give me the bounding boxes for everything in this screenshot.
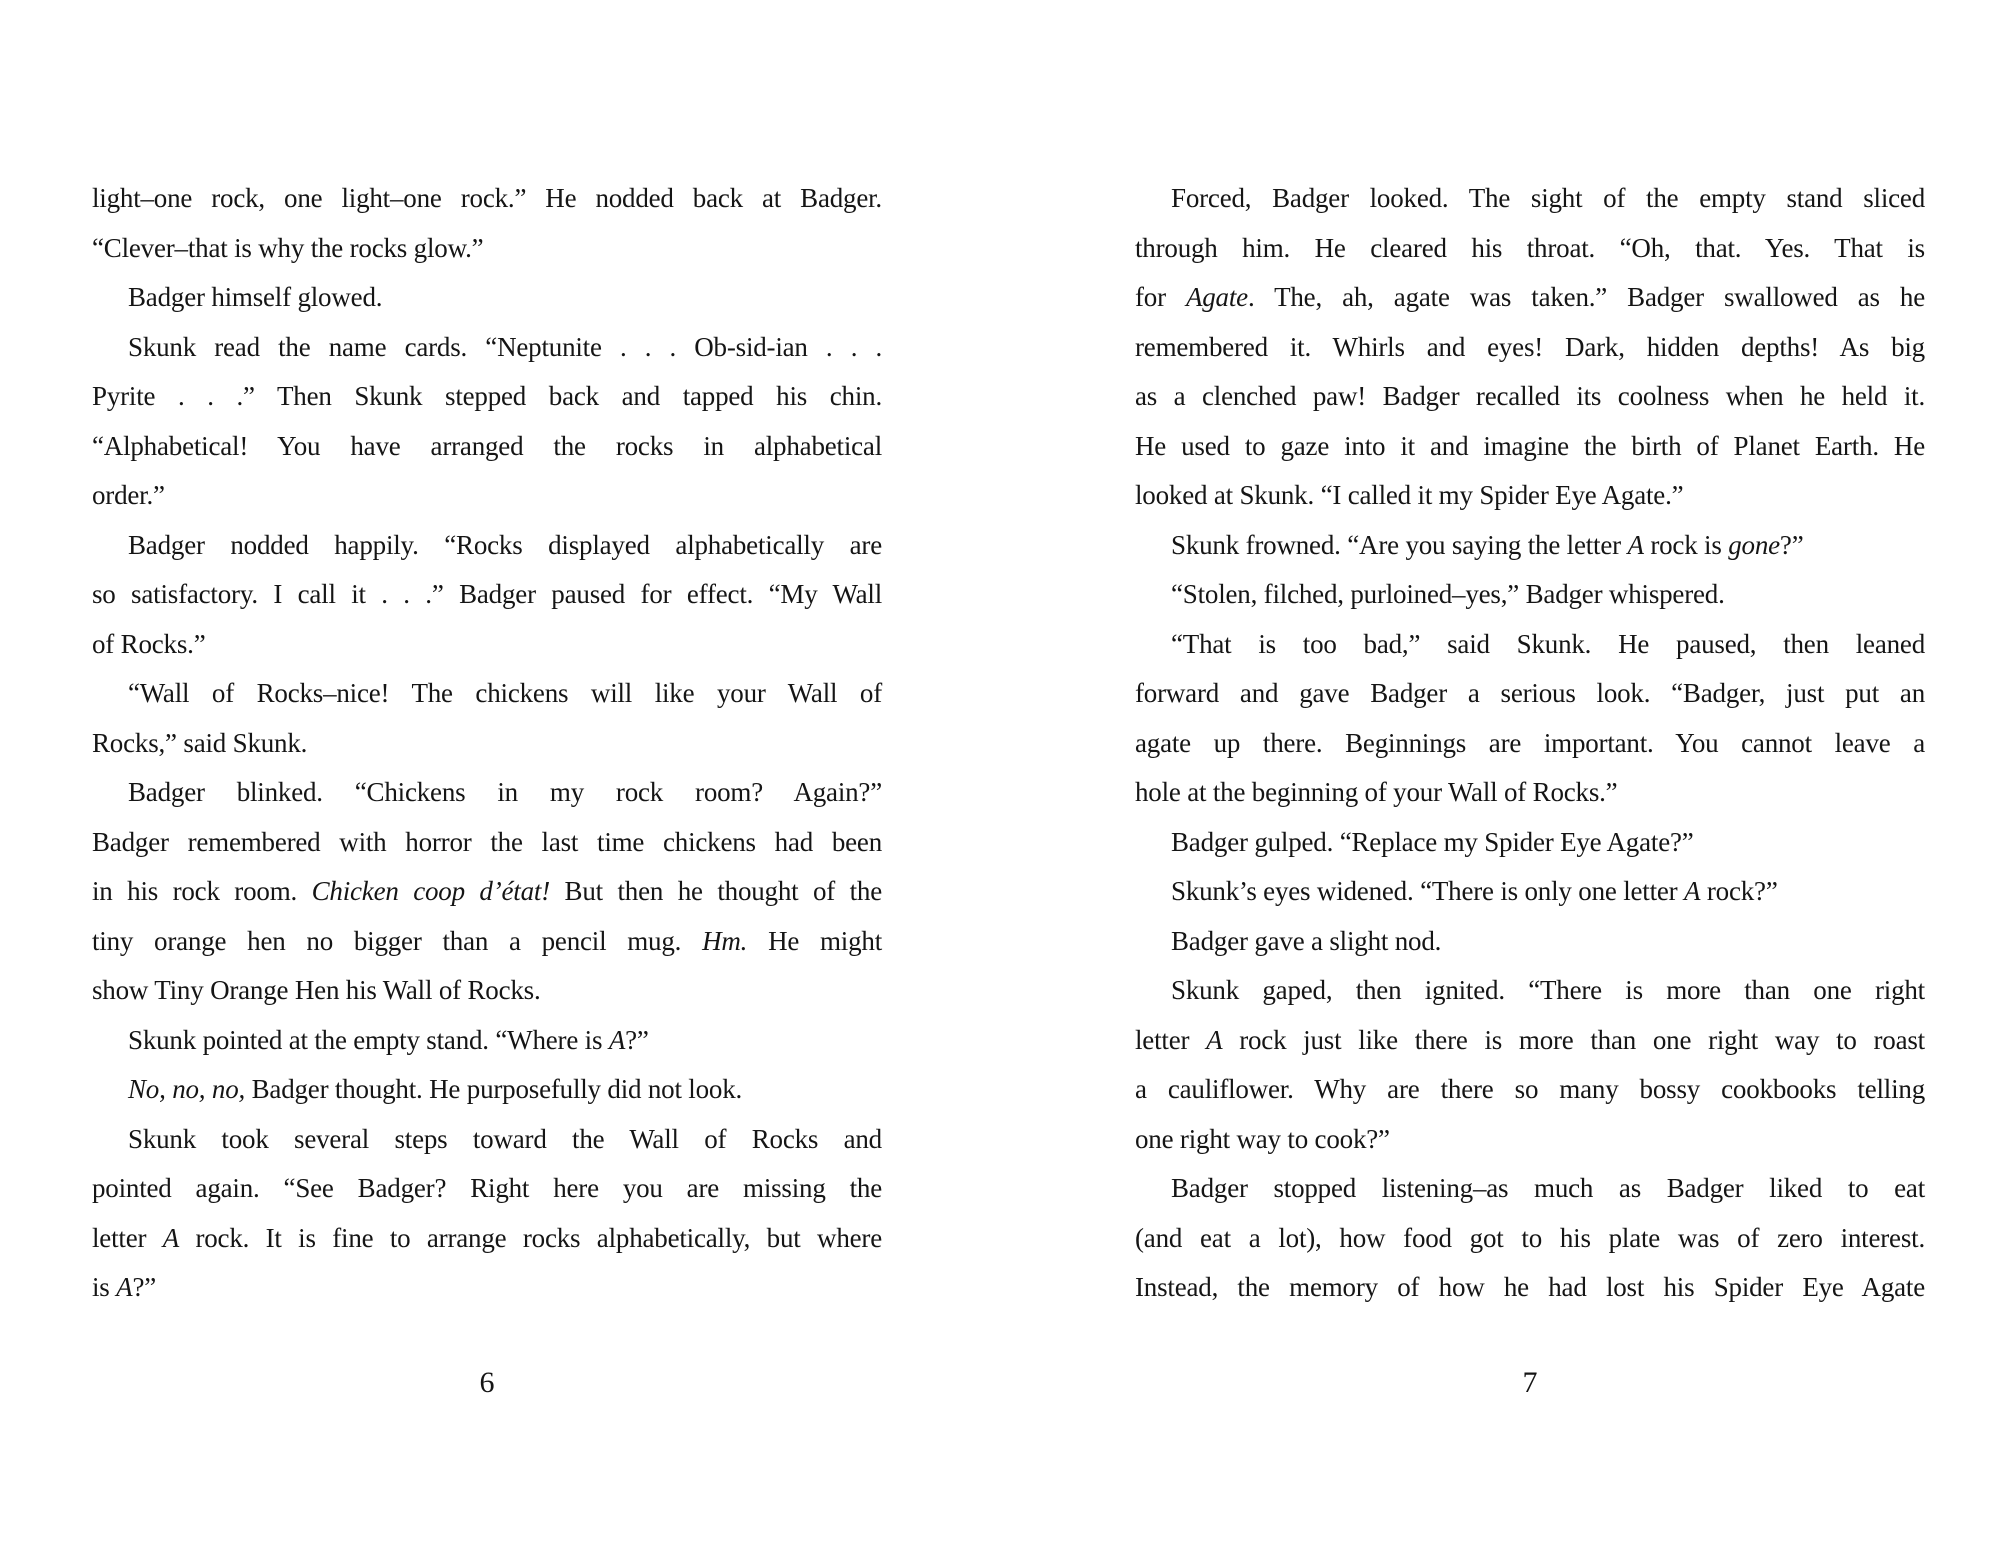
text-line: looked at Skunk. “I called it my Spider Eye Agate.” xyxy=(1135,480,1684,510)
text-line: in his rock room. Chicken coop d’état! But then he thought of the xyxy=(92,876,882,906)
text-line: agate up there. Beginnings are important. You cannot leave a xyxy=(1135,727,1925,758)
text-line: He used to gaze into it and imagine the birth of Planet Earth. He xyxy=(1135,430,1925,461)
text-line: Badger gulped. “Replace my Spider Eye Agate?” xyxy=(1171,826,1694,857)
text-line: letter A rock just like there is more than one right way to roast xyxy=(1135,1024,1925,1055)
text-line: No, no, no, Badger thought. He purposefully did not look. xyxy=(128,1074,743,1104)
text-line: forward and gave Badger a serious look. “Badger, just put an xyxy=(1135,678,1925,708)
text-line: of Rocks.” xyxy=(92,628,206,659)
text-line: hole at the beginning of your Wall of Rocks.” xyxy=(1135,777,1618,807)
text-line: “Stolen, filched, purloined–yes,” Badger whispered. xyxy=(1171,579,1725,609)
text-line: Badger nodded happily. “Rocks displayed alphabetically are xyxy=(128,529,882,560)
text-line: “Clever–that is why the rocks glow.” xyxy=(92,232,484,263)
text-line: a cauliflower. Why are there so many bossy cookbooks telling xyxy=(1135,1074,1925,1104)
text-line: Skunk read the name cards. “Neptunite . . . Ob-sid-ian . . . xyxy=(128,331,882,362)
text-line: one right way to cook?” xyxy=(1135,1123,1390,1154)
text-line: Pyrite . . .” Then Skunk stepped back and tapped his chin. xyxy=(92,381,882,411)
text-line: “That is too bad,” said Skunk. He paused, then leaned xyxy=(1171,628,1925,659)
text-line: tiny orange hen no bigger than a pencil mug. Hm. He might xyxy=(92,925,883,956)
text-line: Skunk pointed at the empty stand. “Where is A?” xyxy=(128,1024,649,1055)
text-line: Instead, the memory of how he had lost his Spider Eye Agate xyxy=(1135,1272,1925,1302)
text-line: so satisfactory. I call it . . .” Badger paused for effect. “My Wall xyxy=(92,579,882,609)
text-line: letter A rock. It is fine to arrange rocks alphabetically, but where xyxy=(92,1222,882,1253)
text-line: “Wall of Rocks–nice! The chickens will like your Wall of xyxy=(128,678,882,708)
page-6-text-block xyxy=(92,174,882,1313)
page-number-right: 7 xyxy=(1522,1366,1538,1399)
text-line: is A?” xyxy=(92,1272,157,1302)
text-line: Rocks,” said Skunk. xyxy=(92,727,308,758)
text-line: Badger blinked. “Chickens in my rock room? Again?” xyxy=(128,777,882,807)
text-line: Skunk’s eyes widened. “There is only one letter A rock?” xyxy=(1171,876,1778,906)
text-line: light–one rock, one light–one rock.” He nodded back at Badger. xyxy=(92,183,882,213)
text-line: Badger stopped listening–as much as Badger liked to eat xyxy=(1171,1173,1925,1203)
text-line: remembered it. Whirls and eyes! Dark, hidden depths! As big xyxy=(1135,331,1925,362)
text-line: Badger gave a slight nod. xyxy=(1171,925,1442,956)
text-line: Skunk frowned. “Are you saying the letter A rock is gone?” xyxy=(1171,529,1804,560)
text-line: Skunk gaped, then ignited. “There is more than one right xyxy=(1171,975,1925,1005)
text-line: show Tiny Orange Hen his Wall of Rocks. xyxy=(92,975,541,1005)
text-line: “Alphabetical! You have arranged the rocks in alphabetical xyxy=(92,430,882,461)
text-line: through him. He cleared his throat. “Oh, that. Yes. That is xyxy=(1135,232,1925,263)
text-line: Badger himself glowed. xyxy=(128,282,383,312)
page-7 xyxy=(1007,0,2014,1557)
page-number-left: 6 xyxy=(479,1366,495,1399)
page-7-text-block xyxy=(1135,174,1925,1313)
text-line: Skunk took several steps toward the Wall of Rocks and xyxy=(128,1123,882,1154)
text-line: (and eat a lot), how food got to his plate was of zero interest. xyxy=(1135,1222,1925,1253)
text-line: Forced, Badger looked. The sight of the empty stand sliced xyxy=(1171,183,1925,213)
text-line: for Agate. The, ah, agate was taken.” Badger swallowed as he xyxy=(1135,282,1926,312)
text-line: Badger remembered with horror the last time chickens had been xyxy=(92,826,882,857)
text-line: pointed again. “See Badger? Right here you are missing the xyxy=(92,1173,882,1203)
text-line: as a clenched paw! Badger recalled its coolness when he held it. xyxy=(1135,381,1925,411)
text-line: order.” xyxy=(92,480,165,510)
